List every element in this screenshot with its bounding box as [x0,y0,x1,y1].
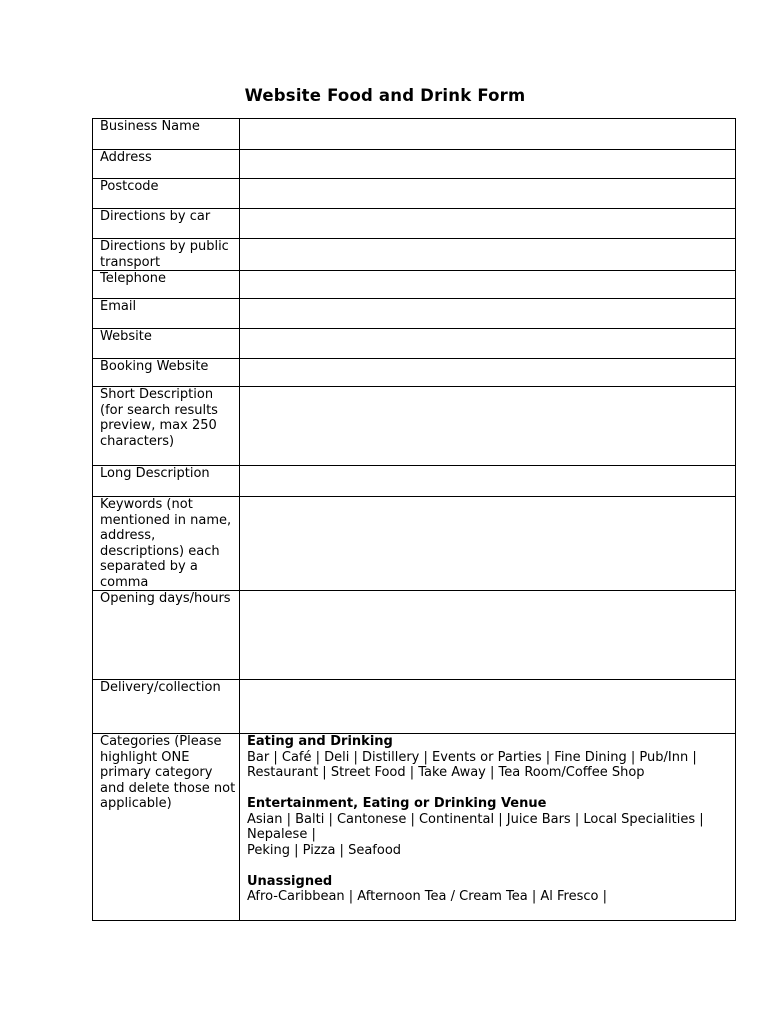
telephone-field[interactable] [240,271,736,299]
delivery-collection-field[interactable] [240,680,736,734]
row-email [93,299,736,329]
row-short-description [93,387,736,466]
short-description-label: Short Description (for search results preview, max 250 characters) [93,387,240,466]
venue-options-line-1[interactable]: Asian | Balti | Cantonese | Continental | Juice Bars | Local Specialities | Nepalese | [247,811,704,842]
keywords-field[interactable] [240,497,736,591]
delivery-collection-label: Delivery/collection [93,680,240,734]
row-business-name [93,119,736,150]
categories-field[interactable] [240,734,736,921]
directions-public-transport-label: Directions by public transport [93,239,240,271]
unassigned-heading: Unassigned [247,873,333,889]
row-long-description [93,466,736,497]
address-label: Address [93,150,240,179]
postcode-field[interactable] [240,179,736,209]
postcode-label: Postcode [93,179,240,209]
directions-car-label: Directions by car [93,209,240,239]
row-categories [93,734,736,921]
food-drink-form-table [92,118,736,921]
address-field[interactable] [240,150,736,179]
unassigned-options[interactable]: Afro-Caribbean | Afternoon Tea / Cream Tea | Al Fresco | [247,889,608,904]
directions-public-transport-field[interactable] [240,239,736,271]
row-delivery-collection [93,680,736,734]
form-title: Website Food and Drink Form [244,86,526,105]
spacer [247,858,732,874]
row-directions-car [93,209,736,239]
spacer [247,781,732,797]
booking-website-label: Booking Website [93,359,240,387]
website-label: Website [93,329,240,359]
opening-hours-field[interactable] [240,591,736,680]
email-field[interactable] [240,299,736,329]
row-address [93,150,736,179]
row-booking-website [93,359,736,387]
row-website [93,329,736,359]
eating-drinking-heading: Eating and Drinking [247,734,393,749]
keywords-label: Keywords (not mentioned in name, address, descriptions) each separated by a comma [93,497,240,591]
row-opening-hours [93,591,736,680]
short-description-field[interactable] [240,387,736,466]
long-description-label: Long Description [93,466,240,497]
opening-hours-label: Opening days/hours [93,591,240,680]
email-label: Email [93,299,240,329]
categories-label: Categories (Please highlight ONE primary category and delete those not applicable) [93,734,240,921]
directions-car-field[interactable] [240,209,736,239]
telephone-label: Telephone [93,271,240,299]
long-description-field[interactable] [240,466,736,497]
venue-options-line-2[interactable]: Peking | Pizza | Seafood [247,842,402,858]
eating-drinking-options[interactable]: Bar | Café | Deli | Distillery | Events or Parties | Fine Dining | Pub/Inn | Restaurant | Street Food | Take Away | Tea Room/Coffee Shop [247,749,697,780]
venue-heading: Entertainment, Eating or Drinking Venue [247,796,547,811]
row-postcode [93,179,736,209]
business-name-label: Business Name [93,119,240,150]
business-name-field[interactable] [240,119,736,150]
booking-website-field[interactable] [240,359,736,387]
website-field[interactable] [240,329,736,359]
row-telephone [93,271,736,299]
row-keywords [93,497,736,591]
row-directions-public-transport [93,239,736,271]
